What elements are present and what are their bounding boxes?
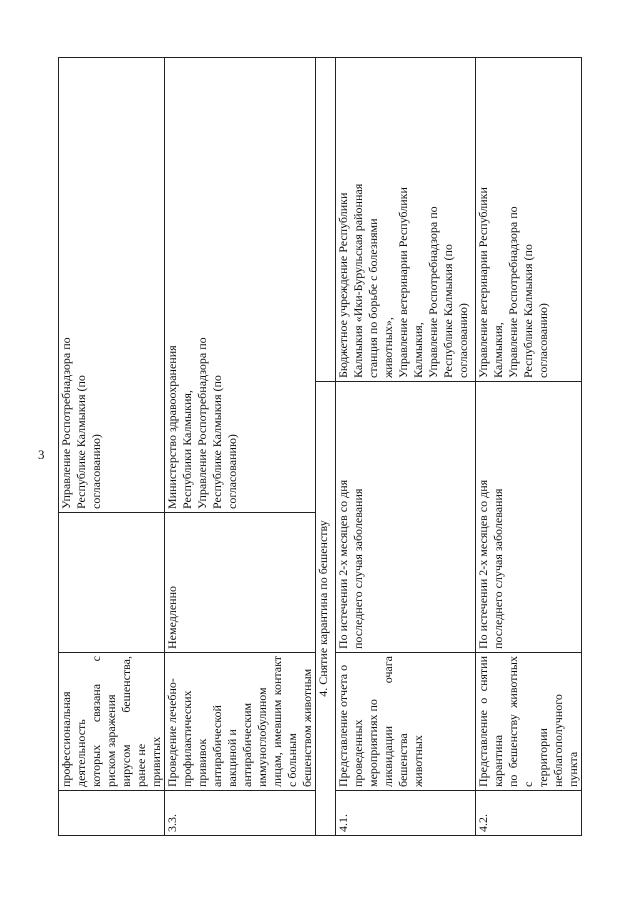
responsible-line: Республике Калмыкия (по [521,244,535,378]
event-line: Представление о снятии карантина [476,656,505,787]
event-line: которых связана с риском заражения [89,656,118,787]
event-line: антирабическим иммуноглобулином [240,687,269,787]
section-heading: 4. Снятие карантина по бешенству [316,382,336,836]
measures-table [58,57,582,836]
responsible-line: Управление ветеринарии Республики [396,187,410,378]
rotated-table-sheet [58,58,580,836]
responsible-line: Калмыкия «Ики-Бурульская районная [351,183,365,378]
responsible-line: станция по борьбе с болезнями [366,218,380,378]
term-cell [59,513,165,653]
event-line: привитых [149,736,163,787]
responsible-cell [336,58,476,382]
responsible-line: Калмыкия, [411,322,425,378]
responsible-line: Республики Калмыкия, [180,390,194,509]
responsible-line: Калмыкия, [491,322,505,378]
event-line: лицам, имевшим контакт с больным [270,656,299,787]
responsible-line: Управление Роспотребнадзора по [59,337,73,509]
responsible-line: согласованию) [536,303,550,378]
responsible-cell [59,58,165,513]
row-number: 3.3. [165,791,316,836]
table-row [336,58,476,836]
term-line: последнего случая заболевания [491,488,505,649]
responsible-line: Управление Роспотребнадзора по [195,337,209,509]
event-cell [476,653,582,791]
page-number: 3 [38,447,45,462]
event-line: животных [411,735,425,787]
event-line: Представление отчета о [336,664,350,787]
event-line: Проведение лечебно- [165,678,179,787]
table-row [165,58,316,836]
section-empty-cell [316,58,336,382]
event-line: территории неблагополучного [536,694,565,787]
event-line: проведенных мероприятиях по [351,699,380,787]
event-line: профессиональная деятельность [59,691,88,787]
table-row [476,58,582,836]
responsible-line: Республике Калмыкия (по [210,375,224,509]
term-cell [476,382,582,653]
term-cell [336,382,476,653]
term-line: По истечении 2-х месяцев со дня [476,479,490,649]
responsible-line: согласованию) [456,303,470,378]
event-cell [59,653,165,791]
event-line: по бешенству животных с [506,656,535,787]
row-number [59,791,165,836]
responsible-line: Республике Калмыкия (по [74,375,88,509]
event-line: вирусом бешенства, ранее не [119,656,148,787]
event-line: пункта [566,751,580,787]
event-cell [165,653,316,791]
responsible-line: согласованию) [89,434,103,509]
row-number: 4.2. [476,791,582,836]
term-line: По истечении 2-х месяцев со дня [336,479,350,649]
term-cell [165,513,316,653]
event-line: антирабической вакциной и [210,705,239,787]
responsible-line: Министерство здравоохранения [165,345,179,509]
row-number: 4.1. [336,791,476,836]
section-row [316,58,336,836]
term-line: последнего случая заболевания [351,488,365,649]
responsible-line: Управление Роспотребнадзора по [506,206,520,378]
event-line: ликвидации очага бешенства [381,656,410,787]
responsible-cell [476,58,582,382]
responsible-line: Бюджетное учреждение Республики [336,192,350,378]
responsible-cell [165,58,316,513]
responsible-line: Управление Роспотребнадзора по [426,206,440,378]
responsible-line: Управление ветеринарии Республики [476,187,490,378]
term-line: Немедленно [165,585,179,649]
event-cell [336,653,476,791]
table-row [59,58,165,836]
responsible-line: животных», [381,317,395,378]
responsible-line: согласованию) [225,434,239,509]
responsible-line: Республике Калмыкия (по [441,244,455,378]
event-line: профилактических прививок [180,690,209,787]
event-line: бешенством животным [300,668,314,787]
